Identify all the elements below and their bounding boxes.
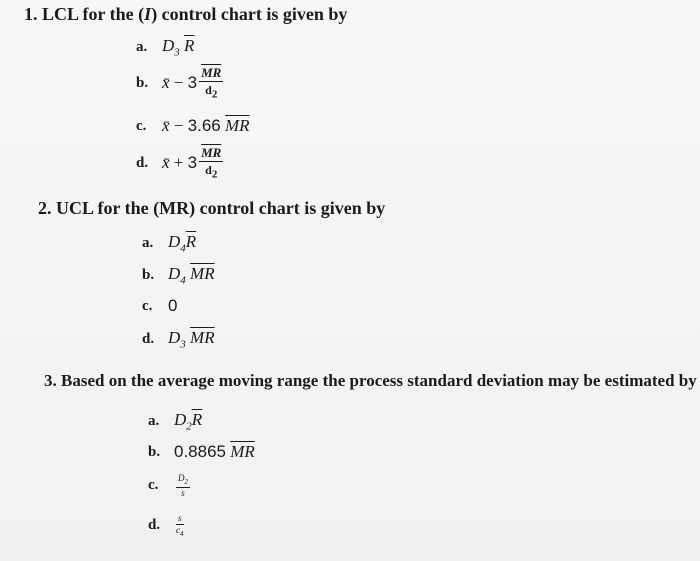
q1-option-c[interactable]	[136, 116, 250, 136]
q1-option-d[interactable]	[136, 146, 223, 180]
question-3	[44, 371, 697, 391]
q1-option-c-label: c.	[136, 117, 147, 134]
question-1	[24, 4, 347, 25]
q1-option-d-label: d.	[136, 154, 149, 171]
q2-option-c[interactable]	[142, 296, 177, 316]
q1-option-c-formula: x̄ − 3.66 $\overline{MR}$	[162, 116, 250, 135]
question-3-number: 3.	[44, 371, 57, 390]
q3-option-b-label: b.	[148, 443, 161, 460]
q2-option-c-label: c.	[142, 297, 153, 314]
q3-option-d-formula: $\frac{s}{c_4}$	[176, 513, 184, 538]
question-2-number: 2.	[38, 198, 52, 218]
q2-option-b-formula: $D_4$ $\overline{MR}$	[168, 264, 215, 287]
q2-option-a-formula: $D_4\overline{R}$	[168, 232, 197, 255]
q3-option-c-label: c.	[148, 477, 159, 494]
question-1-number: 1.	[24, 4, 38, 24]
q3-option-c-formula: $\frac{D_2}{s}$	[178, 473, 188, 498]
q2-option-d-formula: $D_3$ $\overline{MR}$	[168, 328, 215, 351]
question-2-text: UCL for the (MR) control chart is given by	[56, 198, 386, 218]
question-1-text: LCL for the (I) control chart is given by	[42, 4, 348, 24]
q3-option-a[interactable]	[148, 410, 202, 432]
q1-option-b[interactable]	[136, 66, 223, 100]
q2-option-b-label: b.	[142, 266, 155, 283]
q1-option-d-formula: x̄ + 3 $\frac{\overline{MR}}{d_2}$	[162, 145, 222, 181]
question-2	[38, 198, 385, 219]
q1-option-b-formula: x̄ − 3 $\frac{\overline{MR}}{d_2}$	[162, 65, 222, 101]
q3-option-a-label: a.	[148, 412, 160, 429]
q2-option-c-formula: 0	[168, 296, 178, 315]
q3-option-c[interactable]	[148, 474, 190, 498]
q2-option-b[interactable]	[142, 264, 215, 286]
q1-option-a[interactable]	[136, 36, 194, 58]
q3-option-b-formula: 0.8865 $\overline{MR}$	[174, 442, 255, 461]
question-3-text: Based on the average moving range the process standard deviation may be estimated by	[61, 371, 697, 390]
q1-option-b-label: b.	[136, 74, 149, 91]
q2-option-a-label: a.	[142, 234, 154, 251]
q2-option-d-label: d.	[142, 330, 155, 347]
q2-option-a[interactable]	[142, 232, 196, 254]
q3-option-d-label: d.	[148, 517, 161, 534]
q3-option-b[interactable]	[148, 442, 255, 462]
q3-option-d[interactable]	[148, 514, 184, 538]
q3-option-a-formula: $D_2\overline{R}$	[174, 410, 203, 433]
q2-option-d[interactable]	[142, 328, 215, 350]
q1-option-a-formula: $D_3$ $\overline{R}$	[162, 36, 195, 59]
q1-option-a-label: a.	[136, 38, 148, 55]
